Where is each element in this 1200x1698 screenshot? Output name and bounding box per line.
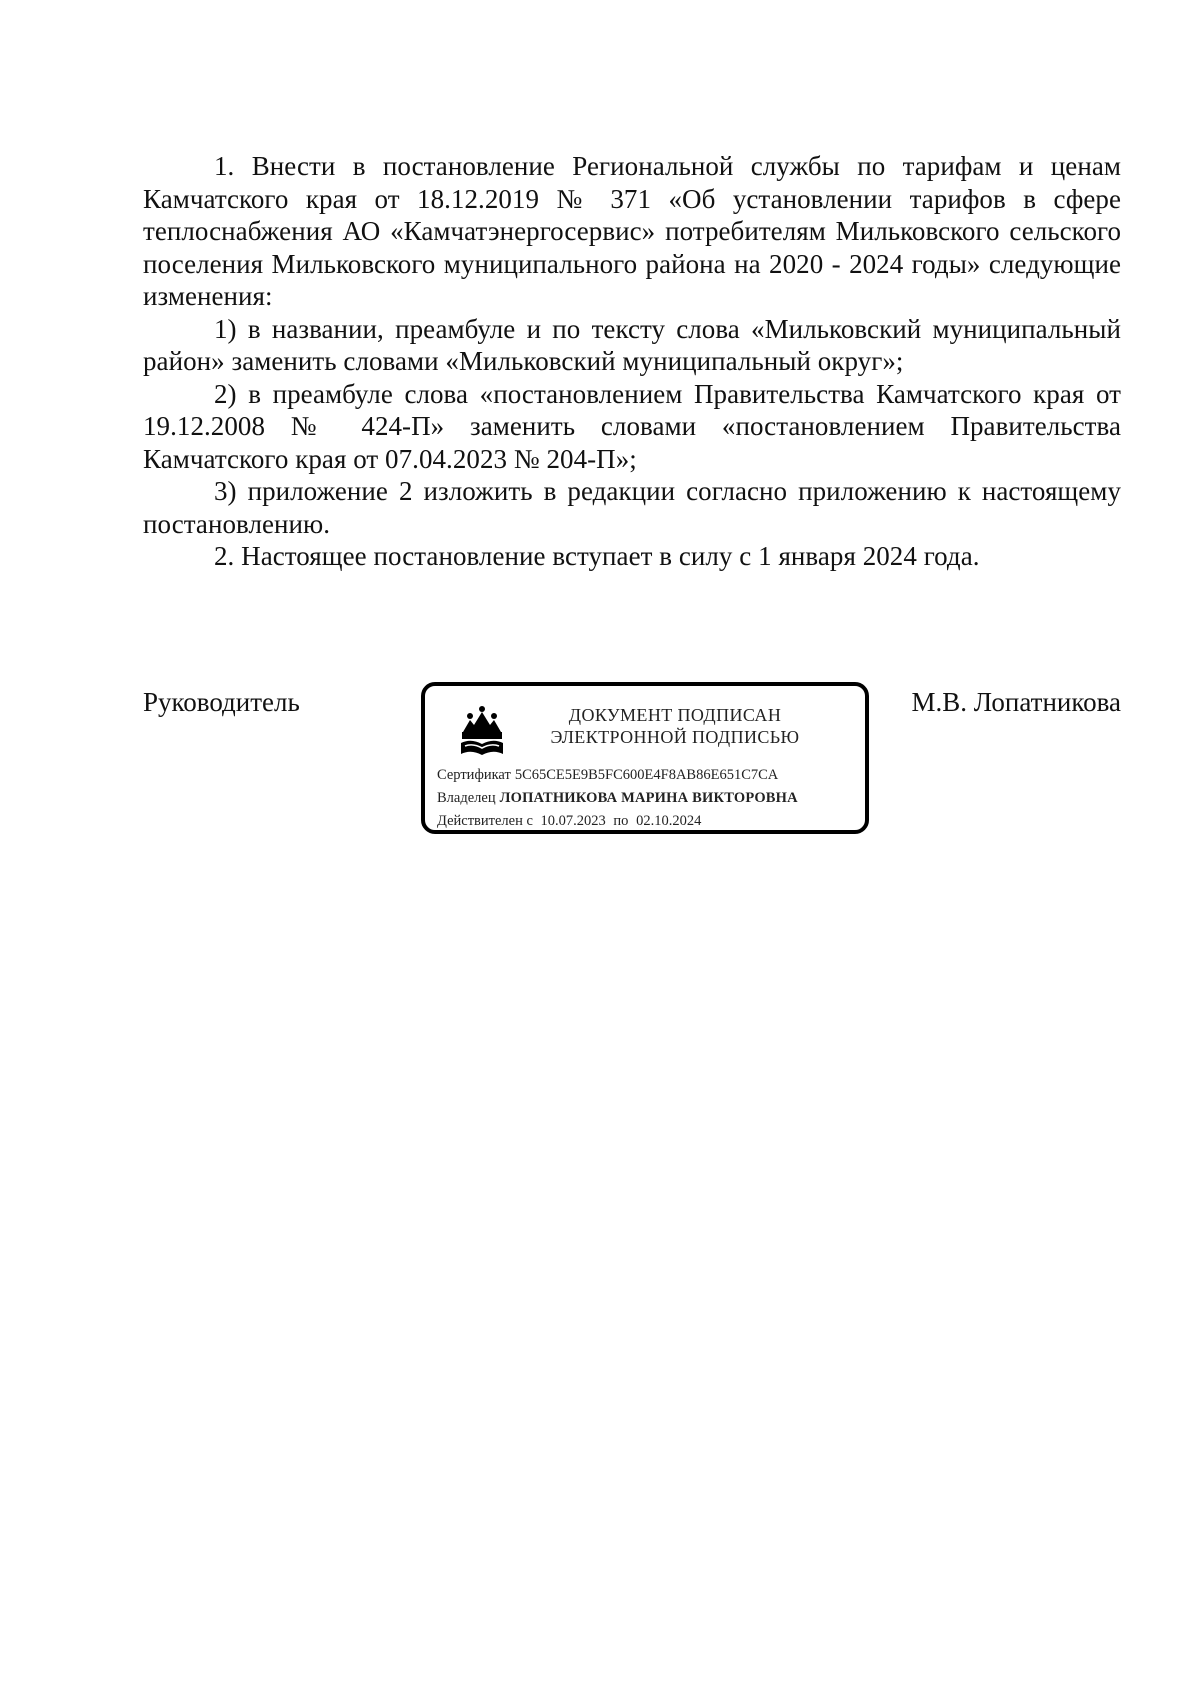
paragraph-subitem-1: 1) в названии, преамбуле и по тексту слова «Мильковский муниципальный район» заменить словами «Мильковский муниципальный округ»; — [143, 313, 1121, 376]
owner-value: ЛОПАТНИКОВА МАРИНА ВИКТОРОВНА — [499, 790, 798, 806]
stamp-details — [437, 764, 861, 833]
certificate-line — [437, 764, 861, 787]
certificate-label: Сертификат — [437, 767, 511, 783]
signer-name: М.В. Лопатникова — [911, 687, 1121, 717]
signature-block — [143, 686, 1121, 846]
paragraph-subitem-2: 2) в преамбуле слова «постановлением Правительства Камчатского края от 19.12.2008 № 424-П» заменить словами «постановлением Правительства Камчатского края от 07.04.2023 № 204-П»; — [143, 378, 1121, 474]
valid-to-date: 02.10.2024 — [636, 813, 702, 829]
stamp-header — [525, 704, 825, 748]
validity-line — [437, 810, 861, 833]
paragraph-item-1: 1. Внести в постановление Региональной службы по тарифам и ценам Камчатского края от 18.12.2019 № 371 «Об установлении тарифов в сфере теплоснабжения АО «Камчатэнергосервис» потребителям Мильковского сельского поселения Мильковского муниципального района на 2020 - 2024 годы» следующие изменения: — [143, 151, 1121, 311]
kamchatka-emblem-icon — [459, 706, 505, 756]
owner-label: Владелец — [437, 790, 496, 806]
stamp-header-line-1: ДОКУМЕНТ ПОДПИСАН — [568, 705, 782, 725]
signer-title: Руководитель — [143, 687, 300, 717]
document-body — [143, 150, 1121, 573]
valid-from-label: Действителен с — [437, 813, 533, 829]
valid-to-label: по — [613, 813, 629, 829]
paragraph-item-2: 2. Настоящее постановление вступает в силу с 1 января 2024 года. — [214, 541, 980, 571]
owner-line — [437, 787, 861, 810]
valid-from-date: 10.07.2023 — [540, 813, 606, 829]
paragraph-subitem-3: 3) приложение 2 изложить в редакции согласно приложению к настоящему постановлению. — [143, 476, 1121, 539]
certificate-value: 5C65CE5E9B5FC600E4F8AB86E651C7CA — [514, 767, 779, 783]
stamp-header-line-2: ЭЛЕКТРОННОЙ ПОДПИСЬЮ — [550, 727, 800, 747]
electronic-signature-stamp — [421, 682, 869, 834]
